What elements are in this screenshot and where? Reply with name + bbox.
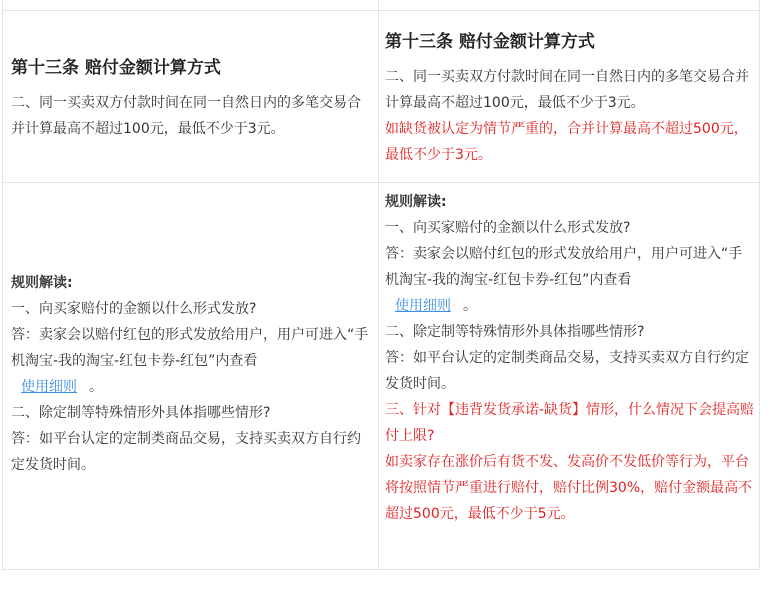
question-1: 一、向买家赔付的金额以什么形式发放? — [11, 301, 257, 317]
article-paragraph: 二、同一买卖双方付款时间在同一自然日内的多笔交易合并计算最高不超过100元，最低不少于3元。 — [11, 95, 361, 137]
row-divider-top — [3, 10, 759, 11]
rules-comparison-table — [2, 0, 760, 570]
right-top-cell — [385, 30, 755, 168]
left-bottom-cell — [11, 270, 373, 478]
rules-heading: 规则解读: — [11, 275, 73, 291]
rules-heading: 规则解读: — [385, 194, 447, 210]
question-2: 二、除定制等特殊情形外具体指哪些情形? — [385, 324, 645, 340]
usage-rules-link[interactable]: 使用细则 — [21, 379, 77, 395]
question-1: 一、向买家赔付的金额以什么形式发放? — [385, 220, 631, 236]
row-divider-middle — [3, 182, 759, 183]
answer-1-text: 答：卖家会以赔付红包的形式发放给用户，用户可进入“手机淘宝-我的淘宝-红包卡券-红包”内查看 — [11, 327, 369, 369]
article-title: 第十三条 赔付金额计算方式 — [385, 32, 595, 52]
article-paragraph-red: 如缺货被认定为情节严重的，合并计算最高不超过500元，最低不少于3元。 — [385, 121, 748, 163]
article-title: 第十三条 赔付金额计算方式 — [11, 58, 221, 78]
answer-1 — [11, 322, 373, 374]
link-suffix: 。 — [89, 379, 103, 395]
answer-3-red: 如卖家存在涨价后有货不发、发高价不发低价等行为，平台将按照情节严重进行赔付，赔付比例30%，赔付金额最高不超过500元，最低不少于5元。 — [385, 454, 753, 522]
article-paragraph: 二、同一买卖双方付款时间在同一自然日内的多笔交易合并计算最高不超过100元，最低不少于3元。 — [385, 69, 749, 111]
right-bottom-cell — [385, 189, 755, 527]
column-divider — [378, 0, 379, 569]
left-top-cell — [11, 56, 373, 142]
answer-2: 答：如平台认定的定制类商品交易，支持买卖双方自行约定发货时间。 — [11, 431, 361, 473]
answer-1 — [385, 241, 755, 293]
answer-1-text: 答：卖家会以赔付红包的形式发放给用户，用户可进入“手机淘宝-我的淘宝-红包卡券-红包”内查看 — [385, 246, 743, 288]
link-suffix: 。 — [463, 298, 477, 314]
question-3-red: 三、针对【违背发货承诺-缺货】情形，什么情况下会提高赔付上限? — [385, 402, 755, 444]
question-2: 二、除定制等特殊情形外具体指哪些情形? — [11, 405, 271, 421]
usage-rules-link[interactable]: 使用细则 — [395, 298, 451, 314]
link-line — [11, 374, 373, 400]
answer-2: 答：如平台认定的定制类商品交易，支持买卖双方自行约定发货时间。 — [385, 350, 749, 392]
link-line — [385, 293, 755, 319]
